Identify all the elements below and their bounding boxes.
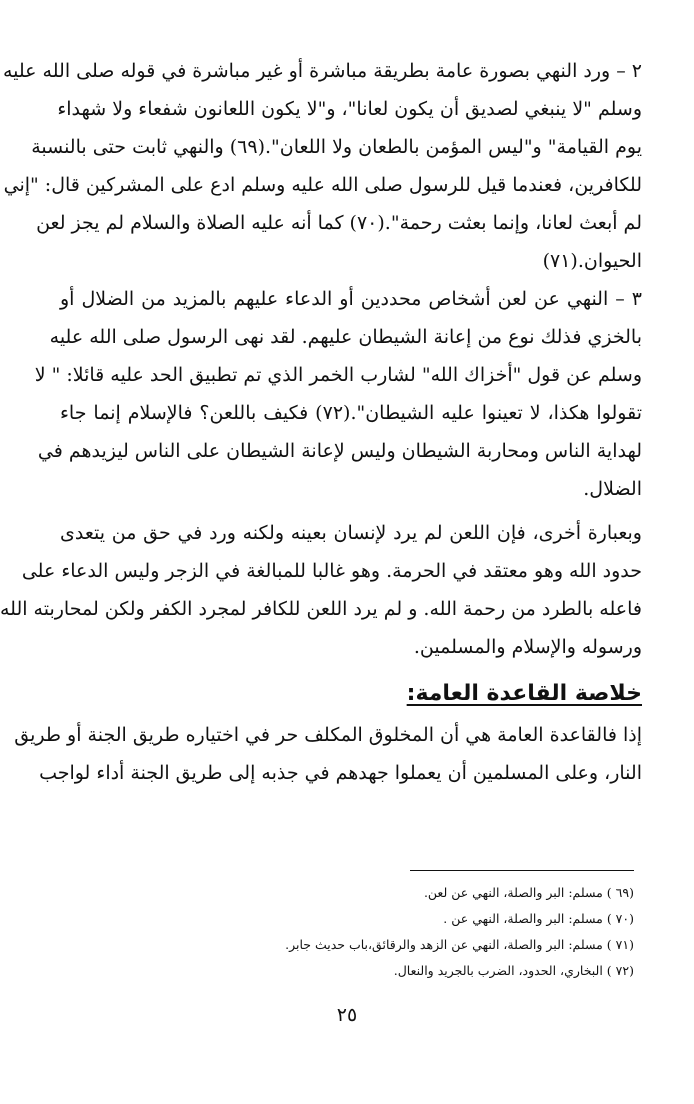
section-heading: خلاصة القاعدة العامة: bbox=[406, 681, 642, 706]
paragraph-2 bbox=[2, 52, 642, 280]
footnote-separator bbox=[410, 870, 634, 871]
footnotes bbox=[60, 880, 642, 984]
text-line: وسلم "لا ينبغي لصديق أن يكون لعانا"، و"لا يكون اللعانون شفعاء ولا شهداء bbox=[57, 98, 642, 120]
page-number: ٢٥ bbox=[336, 1004, 358, 1026]
text-line: وسلم عن قول "أخزاك الله" لشارب الخمر الذي تم تطبيق الحد عليه قائلا: " لا bbox=[34, 364, 642, 386]
text-line: لم أبعث لعانا، وإنما بعثت رحمة".(٧٠) كما أنه عليه الصلاة والسلام لم يجز لعن bbox=[36, 212, 642, 234]
text-line: إذا فالقاعدة العامة هي أن المخلوق المكلف حر في اختياره طريق الجنة أو طريق bbox=[14, 724, 642, 746]
text-line: تقولوا هكذا، لا تعينوا عليه الشيطان".(٧٢) فكيف باللعن؟ فالإسلام إنما جاء bbox=[60, 402, 642, 424]
paragraph-other-words bbox=[0, 514, 642, 666]
text-line: يوم القيامة" و"ليس المؤمن بالطعان ولا اللعان".(٦٩) والنهي ثابت حتى بالنسبة bbox=[31, 136, 642, 158]
text-line: الحيوان.(٧١) bbox=[542, 250, 642, 272]
text-line: حدود الله وهو معتقد في الحرمة. وهو غالبا للمبالغة في الزجر وليس الدعاء على bbox=[21, 560, 642, 582]
text-line: الضلال. bbox=[583, 478, 642, 500]
text-line: لهداية الناس ومحاربة الشيطان وليس لإعانة الشيطان على الناس ليزيدهم في bbox=[37, 440, 642, 462]
text-line: وبعبارة أخرى، فإن اللعن لم يرد لإنسان بعينه ولكنه ورد في حق من يتعدى bbox=[60, 522, 642, 544]
footnote-69: (٦٩ ) مسلم: البر والصلة، النهي عن لعن. bbox=[423, 885, 634, 900]
text-line: ٣ – النهي عن لعن أشخاص محددين أو الدعاء عليهم بالمزيد من الضلال أو bbox=[60, 288, 642, 310]
text-line: النار، وعلى المسلمين أن يعملوا جهدهم في جذبه إلى طريق الجنة أداء لواجب bbox=[39, 762, 642, 784]
footnote-71: (٧١ ) مسلم: البر والصلة، النهي عن الزهد والرقائق،باب حديث جابر. bbox=[285, 937, 634, 952]
text-line: بالخزي فذلك نوع من إعانة الشيطان عليهم. لقد نهى الرسول صلى الله عليه bbox=[49, 326, 642, 348]
text-line: للكافرين، فعندما قيل للرسول صلى الله عليه وسلم ادع على المشركين قال: "إني bbox=[3, 174, 642, 196]
page-body bbox=[0, 52, 642, 792]
summary-paragraph bbox=[14, 716, 642, 792]
footnote-72: (٧٢ ) البخاري، الحدود، الضرب بالجريد والنعال. bbox=[393, 963, 634, 978]
text-line: ورسوله والإسلام والمسلمين. bbox=[413, 636, 642, 658]
text-line: فاعله بالطرد من رحمة الله. و لم يرد اللعن للكافر لمجرد الكفر ولكن لمحاربته الله bbox=[0, 598, 642, 620]
text-line: ٢ – ورد النهي بصورة عامة بطريقة مباشرة أو غير مباشرة في قوله صلى الله عليه bbox=[2, 60, 642, 82]
paragraph-3 bbox=[34, 280, 642, 508]
footnote-70: (٧٠ ) مسلم: البر والصلة، النهي عن . bbox=[443, 911, 634, 926]
